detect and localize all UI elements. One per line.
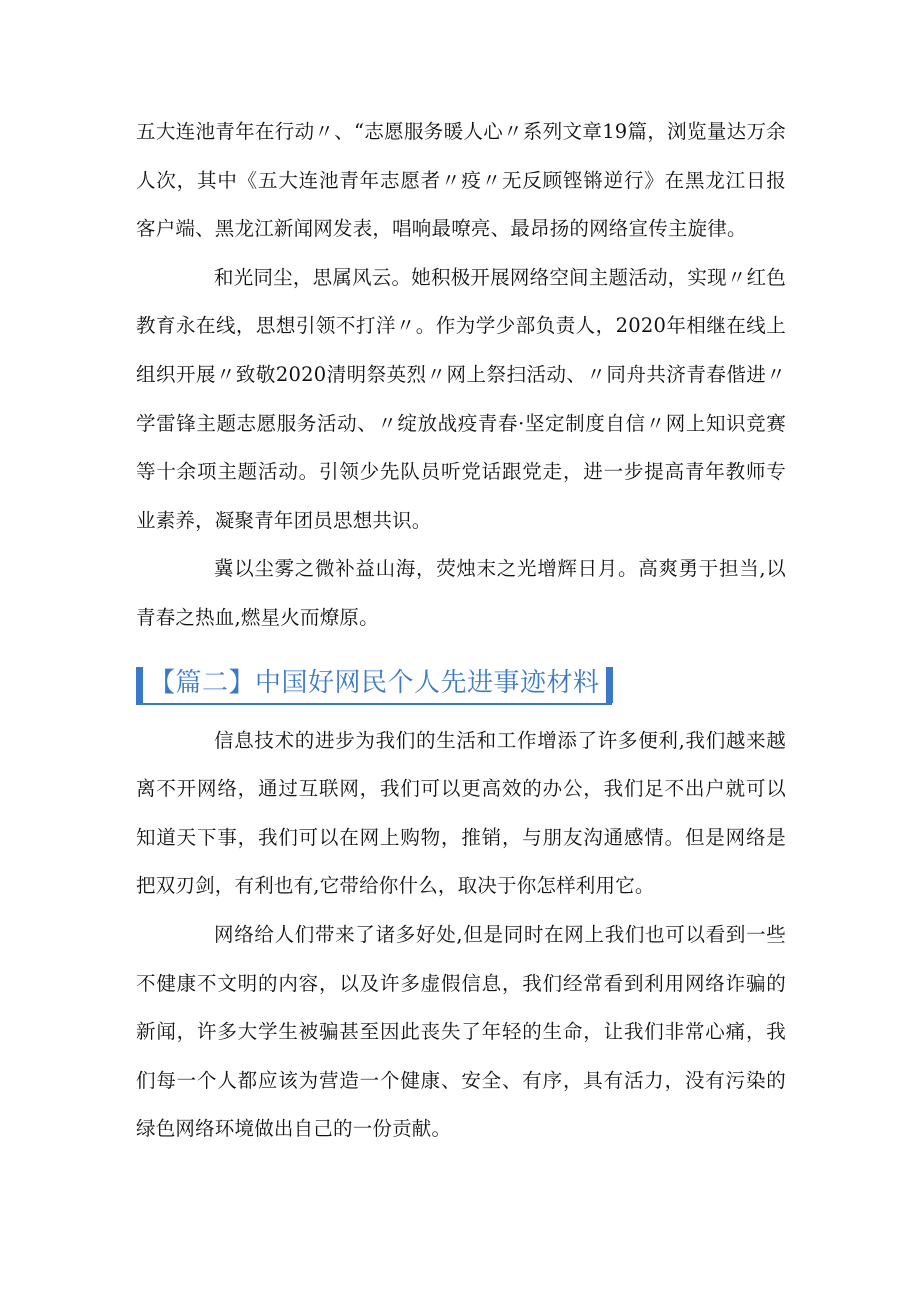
paragraph-internet-harms: 网络给人们带来了诸多好处,但是同时在网上我们也可以看到一些不健康不文明的内容，以及许多虚假信息，我们经常看到利用网络诈骗的新闻，许多大学生被骗甚至因此丧失了年轻的生命，让我们非常心痛，我们每一个人都应该为营造一个健康、安全、有序，具有活力，没有污染的绿色网络环境做出自己的一份贡献。 bbox=[136, 922, 786, 1141]
paragraph-continuation: 五大连池青年在行动〃、“志愿服务暖人心〃系列文章19篇，浏览量达万余人次，其中《五大连池青年志愿者〃疫〃无反顾铿锵逆行》在黑龙江日报客户端、黑龙江新闻网发表，唱响最嘹亮、最昂扬的网络宣传主旋律。 bbox=[136, 120, 786, 241]
paragraph-online-activities: 和光同尘，思属风云。她积极开展网络空间主题活动，实现〃红色教育永在线，思想引领不打洋〃。作为学少部负责人，2020年相继在线上组织开展〃致敬2020清明祭英烈〃网上祭扫活动、〃同舟共济青春偕进〃学雷锋主题志愿服务活动、〃绽放战疫青春·坚定制度自信〃网上知识竞赛等十余项主题活动。引领少先队员听党话跟党走，进一步提高青年教师专业素养，凝聚青年团员思想共识。 bbox=[136, 265, 786, 532]
paragraph-internet-benefits: 信息技术的进步为我们的生活和工作增添了许多便利,我们越来越离不开网络，通过互联网，我们可以更高效的办公，我们足不出户就可以知道天下事，我们可以在网上购物，推销，与朋友沟通感情。但是网络是把双刃剑，有利也有,它带给你什么，取决于你怎样利用它。 bbox=[136, 728, 786, 898]
section-heading bbox=[136, 657, 612, 705]
document-page bbox=[136, 108, 786, 1154]
heading-left-bar bbox=[136, 667, 143, 703]
paragraph-closing: 冀以尘雾之微补益山海，荧烛末之光增辉日月。高爽勇于担当,以青春之热血,燃星火而燎原。 bbox=[136, 557, 786, 629]
heading-title: 【篇二】中国好网民个人先进事迹材料 bbox=[149, 667, 600, 698]
heading-right-bar bbox=[606, 667, 613, 703]
